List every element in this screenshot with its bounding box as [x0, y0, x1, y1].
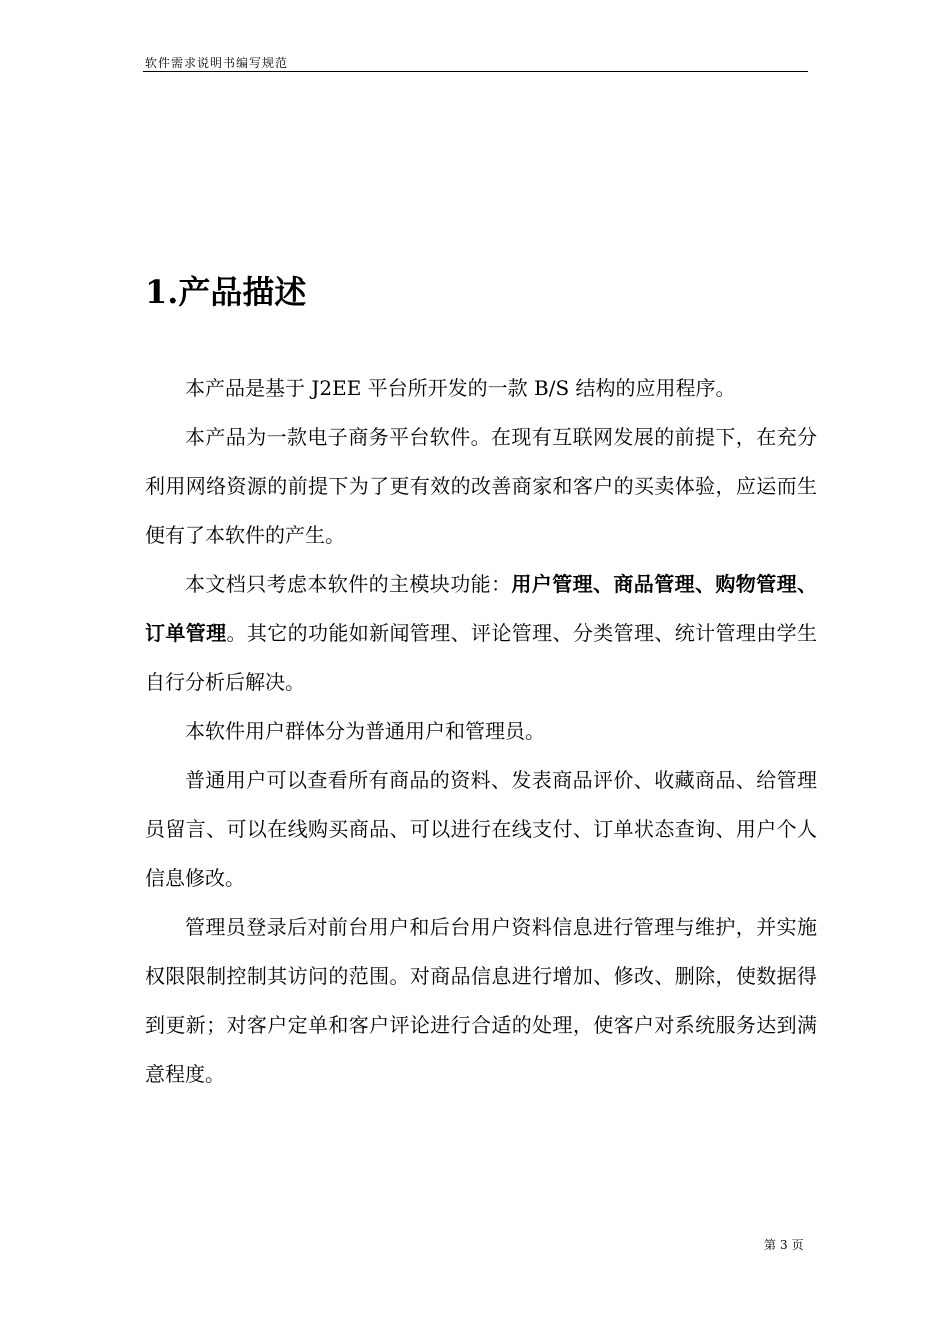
- page-footer: [764, 1237, 808, 1253]
- paragraph-4: 本软件用户群体分为普通用户和管理员。: [185, 719, 545, 743]
- footer-prefix: 第: [764, 1238, 777, 1252]
- header-rule: [143, 71, 808, 72]
- paragraph-3-prefix: 本文档只考虑本软件的主模块功能：: [185, 572, 512, 596]
- paragraph-2: 本产品为一款电子商务平台软件。在现有互联网发展的前提下，在充分利用网络资源的前提下为了更有效的改善商家和客户的买卖体验，应运而生便有了本软件的产生。: [145, 425, 817, 547]
- body-text: [145, 364, 817, 1099]
- paragraph-3-modules: 用户管理、商品管理、购物管理、订单管理: [145, 572, 818, 645]
- paragraph-6: 管理员登录后对前台用户和后台用户资料信息进行管理与维护，并实施权限限制控制其访问的范围。对商品信息进行增加、修改、删除，使数据得到更新；对客户定单和客户评论进行合适的处理，使客户对系统服务达到满意程度。: [145, 915, 817, 1086]
- section-heading: 1.产品描述: [145, 273, 307, 311]
- page-number: 3: [780, 1238, 788, 1252]
- header-title: 软件需求说明书编写规范: [145, 56, 289, 70]
- paragraph-1: 本产品是基于 J2EE 平台所开发的一款 B/S 结构的应用程序。: [185, 376, 736, 400]
- footer-suffix: 页: [791, 1238, 804, 1252]
- paragraph-3-suffix: 。其它的功能如新闻管理、评论管理、分类管理、统计管理由学生自行分析后解决。: [145, 621, 817, 694]
- paragraph-5: 普通用户可以查看所有商品的资料、发表商品评价、收藏商品、给管理员留言、可以在线购买商品、可以进行在线支付、订单状态查询、用户个人信息修改。: [145, 768, 817, 890]
- paragraph-3: [145, 560, 817, 707]
